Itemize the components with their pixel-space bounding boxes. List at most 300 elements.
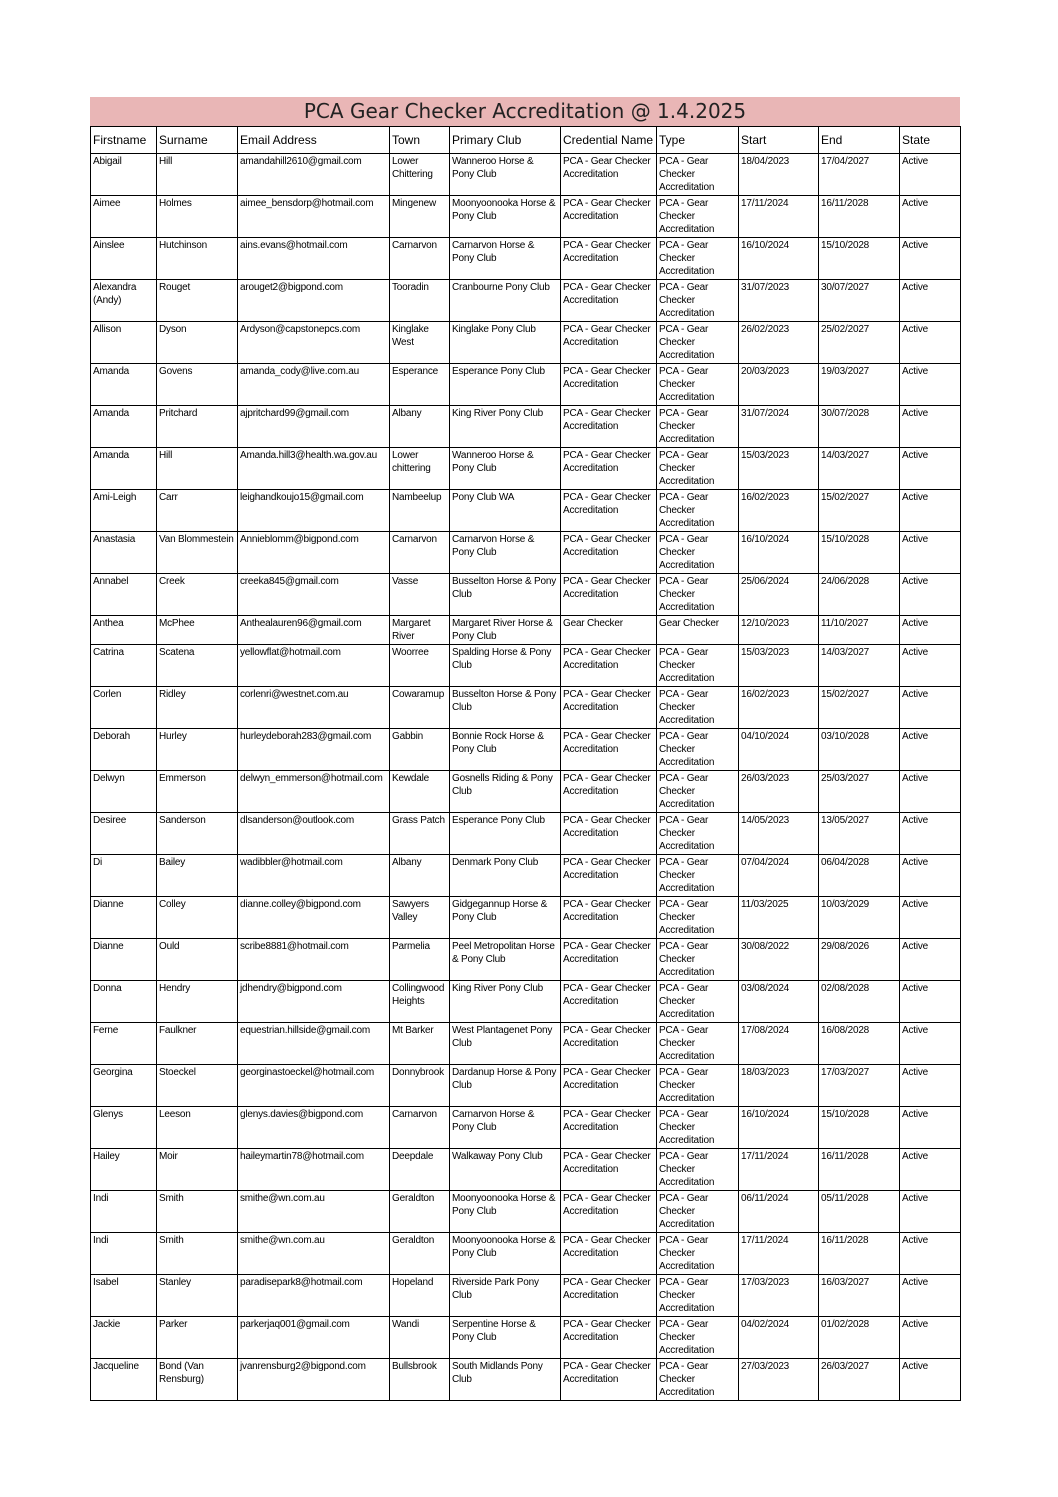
cell-credential-name: PCA - Gear Checker Accreditation [561,855,657,897]
cell-email: arouget2@bigpond.com [238,280,390,322]
cell-town: Wandi [390,1317,450,1359]
table-row [91,280,961,322]
cell-state: Active [900,280,961,322]
cell-town: Esperance [390,364,450,406]
cell-end: 15/10/2028 [819,238,900,280]
cell-credential-name: PCA - Gear Checker Accreditation [561,771,657,813]
cell-town: Collingwood Heights [390,981,450,1023]
cell-email: smithe@wn.com.au [238,1191,390,1233]
cell-town: Grass Patch [390,813,450,855]
cell-surname: McPhee [157,616,238,645]
table-row [91,406,961,448]
cell-type: Gear Checker [657,616,739,645]
table-row [91,1233,961,1275]
cell-state: Active [900,813,961,855]
cell-start: 26/03/2023 [739,771,819,813]
cell-primary-club: Margaret River Horse & Pony Club [450,616,561,645]
table-row [91,729,961,771]
cell-credential-name: PCA - Gear Checker Accreditation [561,1317,657,1359]
accreditation-sheet [90,97,960,1401]
cell-credential-name: PCA - Gear Checker Accreditation [561,280,657,322]
cell-surname: Bond (Van Rensburg) [157,1359,238,1401]
cell-primary-club: Serpentine Horse & Pony Club [450,1317,561,1359]
cell-state: Active [900,1275,961,1317]
table-row [91,238,961,280]
cell-type: PCA - Gear Checker Accreditation [657,154,739,196]
cell-type: PCA - Gear Checker Accreditation [657,280,739,322]
cell-end: 14/03/2027 [819,448,900,490]
cell-email: delwyn_emmerson@hotmail.com [238,771,390,813]
cell-end: 13/05/2027 [819,813,900,855]
cell-surname: Creek [157,574,238,616]
cell-firstname: Deborah [91,729,157,771]
cell-firstname: Allison [91,322,157,364]
cell-start: 26/02/2023 [739,322,819,364]
cell-surname: Smith [157,1233,238,1275]
cell-surname: Pritchard [157,406,238,448]
cell-start: 11/03/2025 [739,897,819,939]
cell-firstname: Abigail [91,154,157,196]
cell-surname: Smith [157,1191,238,1233]
cell-surname: Dyson [157,322,238,364]
cell-start: 04/02/2024 [739,1317,819,1359]
cell-primary-club: Cranbourne Pony Club [450,280,561,322]
cell-primary-club: Wanneroo Horse & Pony Club [450,448,561,490]
cell-state: Active [900,1317,961,1359]
table-row [91,687,961,729]
cell-credential-name: PCA - Gear Checker Accreditation [561,1107,657,1149]
cell-credential-name: PCA - Gear Checker Accreditation [561,1359,657,1401]
cell-state: Active [900,490,961,532]
cell-state: Active [900,1065,961,1107]
cell-primary-club: Gidgegannup Horse & Pony Club [450,897,561,939]
cell-type: PCA - Gear Checker Accreditation [657,448,739,490]
cell-credential-name: Gear Checker [561,616,657,645]
cell-firstname: Amanda [91,448,157,490]
table-row [91,1065,961,1107]
cell-surname: Ridley [157,687,238,729]
cell-start: 16/02/2023 [739,490,819,532]
cell-primary-club: King River Pony Club [450,981,561,1023]
cell-town: Nambeelup [390,490,450,532]
cell-surname: Holmes [157,196,238,238]
cell-primary-club: King River Pony Club [450,406,561,448]
cell-state: Active [900,897,961,939]
cell-surname: Carr [157,490,238,532]
cell-start: 27/03/2023 [739,1359,819,1401]
table-row [91,1317,961,1359]
cell-start: 12/10/2023 [739,616,819,645]
cell-primary-club: Spalding Horse & Pony Club [450,645,561,687]
cell-state: Active [900,729,961,771]
cell-type: PCA - Gear Checker Accreditation [657,1065,739,1107]
cell-start: 17/11/2024 [739,196,819,238]
cell-firstname: Anastasia [91,532,157,574]
cell-primary-club: Moonyoonooka Horse & Pony Club [450,1233,561,1275]
cell-surname: Ould [157,939,238,981]
cell-primary-club: Carnarvon Horse & Pony Club [450,1107,561,1149]
table-row [91,364,961,406]
cell-type: PCA - Gear Checker Accreditation [657,897,739,939]
cell-type: PCA - Gear Checker Accreditation [657,364,739,406]
cell-firstname: Hailey [91,1149,157,1191]
cell-email: georginastoeckel@hotmail.com [238,1065,390,1107]
cell-credential-name: PCA - Gear Checker Accreditation [561,1023,657,1065]
cell-state: Active [900,616,961,645]
cell-start: 17/11/2024 [739,1149,819,1191]
cell-type: PCA - Gear Checker Accreditation [657,771,739,813]
cell-town: Geraldton [390,1191,450,1233]
cell-start: 25/06/2024 [739,574,819,616]
cell-credential-name: PCA - Gear Checker Accreditation [561,729,657,771]
cell-email: paradisepark8@hotmail.com [238,1275,390,1317]
cell-end: 24/06/2028 [819,574,900,616]
cell-credential-name: PCA - Gear Checker Accreditation [561,1065,657,1107]
cell-town: Mingenew [390,196,450,238]
cell-state: Active [900,1233,961,1275]
table-row [91,1275,961,1317]
cell-state: Active [900,154,961,196]
cell-primary-club: Esperance Pony Club [450,813,561,855]
cell-email: Annieblomm@bigpond.com [238,532,390,574]
accreditation-table [90,126,961,1401]
cell-credential-name: PCA - Gear Checker Accreditation [561,1275,657,1317]
cell-end: 17/03/2027 [819,1065,900,1107]
cell-end: 16/08/2028 [819,1023,900,1065]
cell-email: amanda_cody@live.com.au [238,364,390,406]
cell-end: 17/04/2027 [819,154,900,196]
cell-state: Active [900,448,961,490]
cell-start: 16/10/2024 [739,1107,819,1149]
cell-state: Active [900,1149,961,1191]
cell-type: PCA - Gear Checker Accreditation [657,490,739,532]
column-header-firstname: Firstname [91,127,157,154]
cell-state: Active [900,981,961,1023]
cell-primary-club: Carnarvon Horse & Pony Club [450,532,561,574]
column-header-end: End [819,127,900,154]
cell-town: Geraldton [390,1233,450,1275]
cell-end: 16/11/2028 [819,196,900,238]
cell-start: 17/08/2024 [739,1023,819,1065]
cell-credential-name: PCA - Gear Checker Accreditation [561,1233,657,1275]
cell-end: 01/02/2028 [819,1317,900,1359]
cell-primary-club: South Midlands Pony Club [450,1359,561,1401]
cell-type: PCA - Gear Checker Accreditation [657,1107,739,1149]
cell-town: Donnybrook [390,1065,450,1107]
cell-state: Active [900,1359,961,1401]
cell-email: smithe@wn.com.au [238,1233,390,1275]
cell-credential-name: PCA - Gear Checker Accreditation [561,196,657,238]
cell-primary-club: Carnarvon Horse & Pony Club [450,238,561,280]
cell-end: 25/03/2027 [819,771,900,813]
cell-firstname: Dianne [91,897,157,939]
cell-email: leighandkoujo15@gmail.com [238,490,390,532]
table-row [91,1359,961,1401]
cell-town: Sawyers Valley [390,897,450,939]
cell-primary-club: Peel Metropolitan Horse & Pony Club [450,939,561,981]
cell-credential-name: PCA - Gear Checker Accreditation [561,238,657,280]
cell-state: Active [900,574,961,616]
table-row [91,490,961,532]
cell-surname: Hill [157,154,238,196]
cell-town: Lower chittering [390,448,450,490]
table-row [91,196,961,238]
cell-town: Kewdale [390,771,450,813]
cell-surname: Van Blommestein [157,532,238,574]
cell-start: 15/03/2023 [739,645,819,687]
cell-town: Gabbin [390,729,450,771]
cell-type: PCA - Gear Checker Accreditation [657,1023,739,1065]
cell-type: PCA - Gear Checker Accreditation [657,1149,739,1191]
cell-start: 17/03/2023 [739,1275,819,1317]
table-row [91,939,961,981]
cell-state: Active [900,771,961,813]
column-header-type: Type [657,127,739,154]
cell-email: hurleydeborah283@gmail.com [238,729,390,771]
cell-primary-club: Denmark Pony Club [450,855,561,897]
table-row [91,1023,961,1065]
cell-town: Mt Barker [390,1023,450,1065]
table-row [91,813,961,855]
cell-credential-name: PCA - Gear Checker Accreditation [561,154,657,196]
cell-credential-name: PCA - Gear Checker Accreditation [561,939,657,981]
cell-email: wadibbler@hotmail.com [238,855,390,897]
cell-firstname: Georgina [91,1065,157,1107]
cell-email: corlenri@westnet.com.au [238,687,390,729]
table-row [91,771,961,813]
cell-town: Carnarvon [390,532,450,574]
cell-town: Hopeland [390,1275,450,1317]
cell-state: Active [900,687,961,729]
cell-firstname: Annabel [91,574,157,616]
cell-end: 06/04/2028 [819,855,900,897]
cell-primary-club: Walkaway Pony Club [450,1149,561,1191]
cell-firstname: Ferne [91,1023,157,1065]
table-body [91,154,961,1401]
cell-town: Parmelia [390,939,450,981]
cell-credential-name: PCA - Gear Checker Accreditation [561,687,657,729]
cell-start: 31/07/2023 [739,280,819,322]
cell-state: Active [900,939,961,981]
cell-end: 11/10/2027 [819,616,900,645]
cell-town: Lower Chittering [390,154,450,196]
cell-state: Active [900,238,961,280]
cell-end: 30/07/2027 [819,280,900,322]
table-row [91,897,961,939]
cell-town: Albany [390,406,450,448]
cell-firstname: Ainslee [91,238,157,280]
cell-surname: Hill [157,448,238,490]
cell-start: 14/05/2023 [739,813,819,855]
table-row [91,448,961,490]
cell-email: aimee_bensdorp@hotmail.com [238,196,390,238]
cell-primary-club: Esperance Pony Club [450,364,561,406]
column-header-start: Start [739,127,819,154]
cell-email: dianne.colley@bigpond.com [238,897,390,939]
cell-email: jdhendry@bigpond.com [238,981,390,1023]
cell-town: Deepdale [390,1149,450,1191]
cell-firstname: Catrina [91,645,157,687]
cell-town: Woorree [390,645,450,687]
cell-surname: Stoeckel [157,1065,238,1107]
cell-primary-club: Moonyoonooka Horse & Pony Club [450,196,561,238]
cell-state: Active [900,855,961,897]
cell-town: Carnarvon [390,1107,450,1149]
cell-end: 16/11/2028 [819,1233,900,1275]
cell-type: PCA - Gear Checker Accreditation [657,939,739,981]
cell-surname: Moir [157,1149,238,1191]
cell-surname: Colley [157,897,238,939]
cell-surname: Hurley [157,729,238,771]
cell-credential-name: PCA - Gear Checker Accreditation [561,448,657,490]
cell-firstname: Amanda [91,364,157,406]
cell-firstname: Glenys [91,1107,157,1149]
cell-end: 25/02/2027 [819,322,900,364]
cell-type: PCA - Gear Checker Accreditation [657,238,739,280]
cell-credential-name: PCA - Gear Checker Accreditation [561,406,657,448]
cell-surname: Parker [157,1317,238,1359]
cell-primary-club: Dardanup Horse & Pony Club [450,1065,561,1107]
cell-town: Bullsbrook [390,1359,450,1401]
cell-start: 04/10/2024 [739,729,819,771]
cell-primary-club: Moonyoonooka Horse & Pony Club [450,1191,561,1233]
cell-primary-club: Wanneroo Horse & Pony Club [450,154,561,196]
cell-firstname: Di [91,855,157,897]
cell-email: Anthealauren96@gmail.com [238,616,390,645]
cell-firstname: Jacqueline [91,1359,157,1401]
cell-surname: Hendry [157,981,238,1023]
cell-type: PCA - Gear Checker Accreditation [657,322,739,364]
cell-credential-name: PCA - Gear Checker Accreditation [561,1149,657,1191]
cell-email: parkerjaq001@gmail.com [238,1317,390,1359]
cell-firstname: Ami-Leigh [91,490,157,532]
cell-surname: Govens [157,364,238,406]
cell-state: Active [900,196,961,238]
cell-primary-club: Busselton Horse & Pony Club [450,574,561,616]
cell-town: Tooradin [390,280,450,322]
table-row [91,1149,961,1191]
cell-credential-name: PCA - Gear Checker Accreditation [561,322,657,364]
cell-end: 15/10/2028 [819,532,900,574]
cell-state: Active [900,532,961,574]
cell-surname: Bailey [157,855,238,897]
cell-state: Active [900,1023,961,1065]
cell-email: jvanrensburg2@bigpond.com [238,1359,390,1401]
cell-email: Ardyson@capstonepcs.com [238,322,390,364]
column-header-email: Email Address [238,127,390,154]
column-header-credential-name: Credential Name [561,127,657,154]
cell-surname: Stanley [157,1275,238,1317]
cell-type: PCA - Gear Checker Accreditation [657,1191,739,1233]
cell-type: PCA - Gear Checker Accreditation [657,532,739,574]
cell-type: PCA - Gear Checker Accreditation [657,1359,739,1401]
cell-start: 17/11/2024 [739,1233,819,1275]
cell-type: PCA - Gear Checker Accreditation [657,855,739,897]
cell-firstname: Delwyn [91,771,157,813]
cell-firstname: Anthea [91,616,157,645]
cell-start: 15/03/2023 [739,448,819,490]
cell-surname: Leeson [157,1107,238,1149]
cell-email: scribe8881@hotmail.com [238,939,390,981]
cell-state: Active [900,364,961,406]
cell-end: 30/07/2028 [819,406,900,448]
cell-primary-club: Busselton Horse & Pony Club [450,687,561,729]
column-header-town: Town [390,127,450,154]
cell-start: 06/11/2024 [739,1191,819,1233]
cell-town: Margaret River [390,616,450,645]
cell-primary-club: Kinglake Pony Club [450,322,561,364]
cell-surname: Scatena [157,645,238,687]
cell-credential-name: PCA - Gear Checker Accreditation [561,645,657,687]
cell-start: 16/10/2024 [739,238,819,280]
table-row [91,574,961,616]
cell-start: 31/07/2024 [739,406,819,448]
cell-type: PCA - Gear Checker Accreditation [657,687,739,729]
cell-firstname: Isabel [91,1275,157,1317]
cell-end: 15/02/2027 [819,490,900,532]
cell-type: PCA - Gear Checker Accreditation [657,645,739,687]
cell-end: 26/03/2027 [819,1359,900,1401]
cell-surname: Sanderson [157,813,238,855]
table-row [91,532,961,574]
cell-end: 02/08/2028 [819,981,900,1023]
cell-firstname: Dianne [91,939,157,981]
cell-firstname: Aimee [91,196,157,238]
cell-email: Amanda.hill3@health.wa.gov.au [238,448,390,490]
cell-state: Active [900,406,961,448]
cell-end: 10/03/2029 [819,897,900,939]
cell-surname: Faulkner [157,1023,238,1065]
table-row [91,154,961,196]
column-header-primary-club: Primary Club [450,127,561,154]
cell-email: glenys.davies@bigpond.com [238,1107,390,1149]
cell-type: PCA - Gear Checker Accreditation [657,1317,739,1359]
cell-type: PCA - Gear Checker Accreditation [657,1233,739,1275]
cell-type: PCA - Gear Checker Accreditation [657,813,739,855]
cell-email: dlsanderson@outlook.com [238,813,390,855]
cell-town: Vasse [390,574,450,616]
cell-credential-name: PCA - Gear Checker Accreditation [561,897,657,939]
cell-type: PCA - Gear Checker Accreditation [657,981,739,1023]
cell-town: Cowaramup [390,687,450,729]
cell-email: creeka845@gmail.com [238,574,390,616]
table-row [91,322,961,364]
cell-surname: Hutchinson [157,238,238,280]
cell-credential-name: PCA - Gear Checker Accreditation [561,981,657,1023]
cell-primary-club: Bonnie Rock Horse & Pony Club [450,729,561,771]
cell-credential-name: PCA - Gear Checker Accreditation [561,574,657,616]
cell-primary-club: Gosnells Riding & Pony Club [450,771,561,813]
cell-type: PCA - Gear Checker Accreditation [657,406,739,448]
cell-state: Active [900,1191,961,1233]
cell-start: 20/03/2023 [739,364,819,406]
cell-credential-name: PCA - Gear Checker Accreditation [561,813,657,855]
cell-state: Active [900,1107,961,1149]
table-row [91,981,961,1023]
cell-end: 16/03/2027 [819,1275,900,1317]
cell-firstname: Indi [91,1233,157,1275]
cell-credential-name: PCA - Gear Checker Accreditation [561,1191,657,1233]
cell-end: 05/11/2028 [819,1191,900,1233]
table-row [91,616,961,645]
cell-credential-name: PCA - Gear Checker Accreditation [561,490,657,532]
cell-type: PCA - Gear Checker Accreditation [657,196,739,238]
table-row [91,1107,961,1149]
cell-email: amandahill2610@gmail.com [238,154,390,196]
cell-primary-club: Riverside Park Pony Club [450,1275,561,1317]
cell-end: 15/02/2027 [819,687,900,729]
cell-email: haileymartin78@hotmail.com [238,1149,390,1191]
